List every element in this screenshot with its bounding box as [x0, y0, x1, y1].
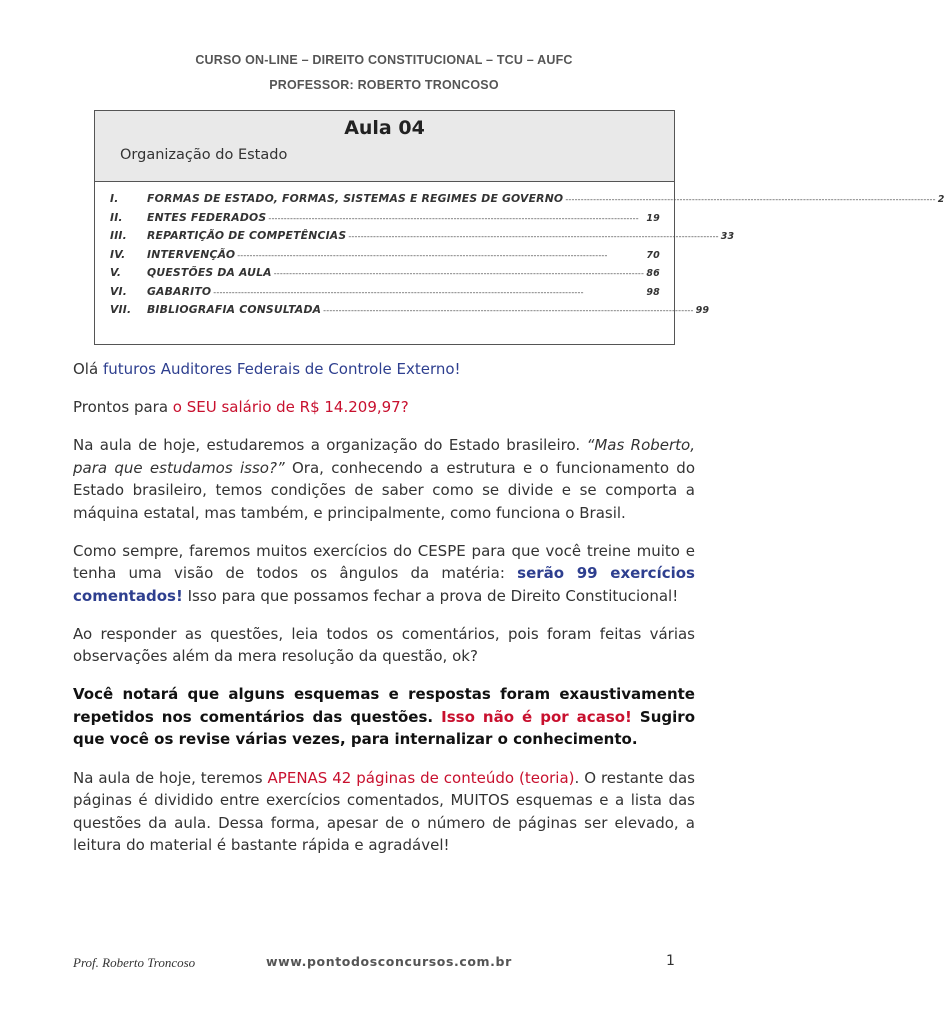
- toc-item-number: V.: [110, 266, 122, 279]
- repetition-text: Você notará que alguns esquemas e respostas foram exaustivamente repetidos nos comentários das questões.: [73, 685, 695, 726]
- toc-item-page: 86: [646, 268, 660, 279]
- exercises-text-continued: Isso para que possamos fechar a prova de Direito Constitucional!: [182, 586, 679, 605]
- greeting-text: Olá: [73, 360, 103, 378]
- lesson-subtitle: Organização do Estado: [120, 147, 288, 163]
- salary-paragraph: [73, 396, 695, 419]
- pages-paragraph: [73, 767, 695, 857]
- toc-item-page: 33: [720, 231, 735, 242]
- toc-item-title: BIBLIOGRAFIA CONSULTADA: [147, 303, 322, 316]
- lesson-title-box: [94, 110, 675, 182]
- toc-leader: ------------------------------------------------------------------------------------------------------------------------: [237, 250, 608, 260]
- toc-leader: ------------------------------------------------------------------------------------------------------------------------: [268, 213, 639, 223]
- intro-quote: “Mas Roberto, para que estudamos isso?”: [73, 436, 695, 477]
- pages-highlight: APENAS 42 páginas de conteúdo (teoria): [267, 768, 575, 787]
- professor-name: PROFESSOR: ROBERTO TRONCOSO: [269, 78, 499, 92]
- salary-text: Prontos para: [73, 398, 173, 417]
- toc-item-page: 70: [646, 249, 660, 261]
- intro-text: Na aula de hoje, estudaremos a organização do Estado brasileiro.: [73, 436, 587, 455]
- toc-item-page: 19: [646, 212, 660, 224]
- exercises-text: Como sempre, faremos muitos exercícios do CESPE para que você treine muito e tenha uma visão de todos os ângulos da matéria:: [73, 541, 695, 583]
- toc-item-title: QUESTÕES DA AULA: [147, 266, 272, 279]
- toc-item-number: VI.: [110, 284, 128, 298]
- toc-list: [110, 192, 945, 322]
- repetition-highlight: Isso não é por acaso!: [441, 707, 632, 726]
- greeting-paragraph: [73, 358, 695, 381]
- toc-item-title: INTERVENÇÃO: [147, 247, 236, 261]
- toc-item-number: I.: [110, 192, 119, 205]
- greeting-highlight: futuros Auditores Federais de Controle Externo!: [102, 360, 461, 378]
- table-of-contents: [94, 182, 945, 345]
- toc-item-number: IV.: [110, 247, 126, 261]
- footer-author: Prof. Roberto Troncoso: [73, 955, 196, 970]
- exercises-paragraph: [73, 540, 695, 608]
- footer-website-link[interactable]: www.pontodosconcursos.com.br: [266, 954, 512, 969]
- toc-item-number: III.: [110, 229, 127, 242]
- toc-item-page: 98: [646, 286, 660, 298]
- toc-leader: ------------------------------------------------------------------------------------------------------------------------: [323, 306, 694, 315]
- toc-leader: ------------------------------------------------------------------------------------------------------------------------: [213, 287, 584, 297]
- toc-item-page: 99: [695, 305, 710, 316]
- toc-item-title: FORMAS DE ESTADO, FORMAS, SISTEMAS E REGIMES DE GOVERNO: [147, 192, 564, 205]
- exercises-highlight: serão 99 exercícios comentados!: [73, 564, 695, 605]
- toc-item-number: VII.: [110, 303, 132, 316]
- toc-item-title: GABARITO: [147, 284, 212, 298]
- page-header: [0, 50, 768, 100]
- toc-item[interactable]: [110, 285, 660, 304]
- toc-leader: ------------------------------------------------------------------------------------------------------------------------: [565, 195, 936, 204]
- toc-item[interactable]: [110, 211, 660, 230]
- page-number: 1: [666, 953, 675, 969]
- lesson-title: Aula 04: [344, 117, 425, 139]
- toc-leader: ------------------------------------------------------------------------------------------------------------------------: [348, 232, 719, 241]
- salary-highlight: o SEU salário de R$ 14.209,97?: [172, 398, 409, 417]
- intro-paragraph: [73, 434, 695, 524]
- toc-item[interactable]: [110, 229, 735, 248]
- lesson-intro: [73, 358, 695, 872]
- toc-item-title: ENTES FEDERADOS: [147, 210, 267, 224]
- page-footer: [0, 953, 768, 973]
- toc-item[interactable]: [110, 266, 660, 285]
- repetition-paragraph: [73, 683, 695, 751]
- repetition-text-continued: Sugiro que você os revise várias vezes, para internalizar o conhecimento.: [73, 707, 695, 749]
- intro-text-continued: Ora, conhecendo a estrutura e o funcionamento do Estado brasileiro, temos condições de saber como se divide e se comporta a máquina estatal, mas também, e principalmente, como funciona o Brasil.: [73, 458, 695, 522]
- toc-item-number: II.: [110, 210, 123, 224]
- toc-item-title: REPARTIÇÃO DE COMPETÊNCIAS: [147, 229, 347, 242]
- toc-leader: ------------------------------------------------------------------------------------------------------------------------: [273, 269, 645, 278]
- pages-text: Na aula de hoje, teremos: [73, 768, 268, 787]
- course-title: CURSO ON-LINE – DIREITO CONSTITUCIONAL – TCU – AUFC: [195, 53, 573, 67]
- toc-item[interactable]: [110, 248, 660, 267]
- comments-paragraph: Ao responder as questões, leia todos os comentários, pois foram feitas várias observações além da mera resolução da questão, ok?: [73, 624, 695, 666]
- toc-item-page: 2: [937, 194, 945, 205]
- toc-item[interactable]: [110, 192, 945, 211]
- pages-text-continued: . O restante das páginas é dividido entre exercícios comentados, MUITOS esquemas e a lista das questões da aula. Dessa forma, apesar de o número de páginas ser elevado, a leitura do material é bastante rápida e agradável!: [73, 768, 695, 855]
- toc-item[interactable]: [110, 303, 710, 322]
